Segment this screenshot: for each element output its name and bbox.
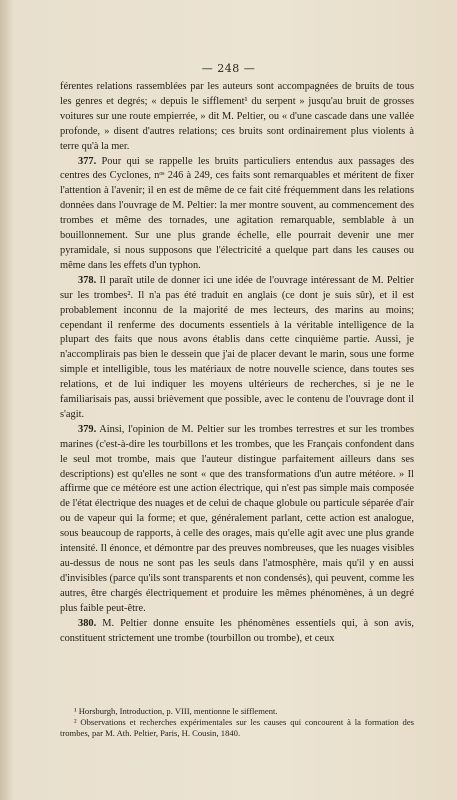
page-number: — 248 — (201, 62, 256, 75)
paragraph-379 (60, 423, 414, 617)
paragraph-number: 377. (78, 155, 97, 167)
paragraph-continuation (60, 80, 414, 155)
body-text (60, 80, 414, 646)
paragraph-text: Pour qui se rappelle les bruits particuliers entendus aux passages des centres des Cyclones, nᵒˢ 246 à 249, ces faits sont remarquables et méritent de fixer l'attention à l'avenir; il en est de même de ce fait cité fréquemment dans les relations données dans l'ouvrage de M. Peltier: la mer montre souvent, au commencement des trombes et même des tornades, une agitation remarquable, semblable à un bouillonnement. Sur une plus grande échelle, elle pourrait devenir une mer pyramidale, si nous supposons que l'électricité a quelque part dans les causes ou même dans les effets d'un typhon. (60, 155, 414, 271)
paragraph-377 (60, 155, 414, 274)
footnote-2: ² Observations et recherches expérimentales sur les causes qui concourent à la formation des trombes, par M. Ath. Peltier, Paris, H. Cousin, 1840. (60, 717, 414, 739)
paragraph-number: 380. (78, 617, 97, 629)
paragraph-378 (60, 274, 414, 423)
footnote-1: ¹ Horsburgh, Introduction, p. VIII, mentionne le sifflement. (74, 706, 278, 716)
paragraph-text: Il paraît utile de donner ici une idée de l'ouvrage intéressant de M. Peltier sur les trombes². Il n'a pas été traduit en anglais (ce dont je suis sûr), et il est probablement inconnu de la majorité de mes lecteurs, des marins au moins; cependant il renferme des documents essentiels à la véritable intelligence de la plupart des faits que nous avons établis dans cette cinquième partie. Aussi, je n'accomplirais pas bien le dessein que j'ai de placer devant le marin, sous une forme simple et intelligible, tous les matériaux de notre nouvelle science, dans toutes ses relations, et de lui indiquer les moyens ultérieurs de recherches, si je ne le familiarisais pas, aussi brièvement que possible, avec le contenu de l'ouvrage dont il s'agit. (60, 274, 414, 420)
paragraph-number: 379. (78, 423, 97, 435)
paragraph-text: M. Peltier donne ensuite les phénomènes essentiels qui, à son avis, constituent strictement une trombe (tourbillon ou trombe), et ceux (60, 617, 414, 644)
footnotes (60, 706, 414, 740)
paragraph-number: 378. (78, 274, 97, 286)
paragraph-text: Ainsi, l'opinion de M. Peltier sur les trombes terrestres et sur les trombes marines (c'est-à-dire les tourbillons et les trombes, que les Français confondent dans le seul mot trombe, mais que l'auteur distingue parfaitement ailleurs dans ses descriptions) est qu'elles ne sont « que des transformations d'un autre météore. » Il affirme que ce météore est une action électrique, qui n'est pas simple mais composée de l'état électrique des nuages et de celui de chaque globule ou particule séparée d'air ou de vapeur qui la forme; et que, généralement parlant, cette action est analogue, sous beaucoup de rapports, à celle des orages, mais qu'elle agit avec une plus grande intensité. Il énonce, et démontre par des preuves nombreuses, que les nuages visibles au-dessus de nous ne sont pas les seuls dans l'atmosphère, mais qu'il y en aussi d'invisibles (parce qu'ils sont transparents et non condensés), qui peuvent, comme les autres, être chargés électriquement et produire les mêmes phénomènes, à un degré plus faible peut-être. (60, 423, 414, 614)
paragraph-380 (60, 617, 414, 647)
paragraph-text: férentes relations rassemblées par les auteurs sont accompagnées de bruits de tous les genres et degrés; « depuis le sifflement¹ du serpent » jusqu'au bruit de grosses voitures sur une route empierrée, » dit M. Peltier, ou « d'une cascade dans une vallée profonde, » disent d'autres relations; ces bruits sont ordinairement plus violents à terre qu'à la mer. (60, 81, 414, 152)
